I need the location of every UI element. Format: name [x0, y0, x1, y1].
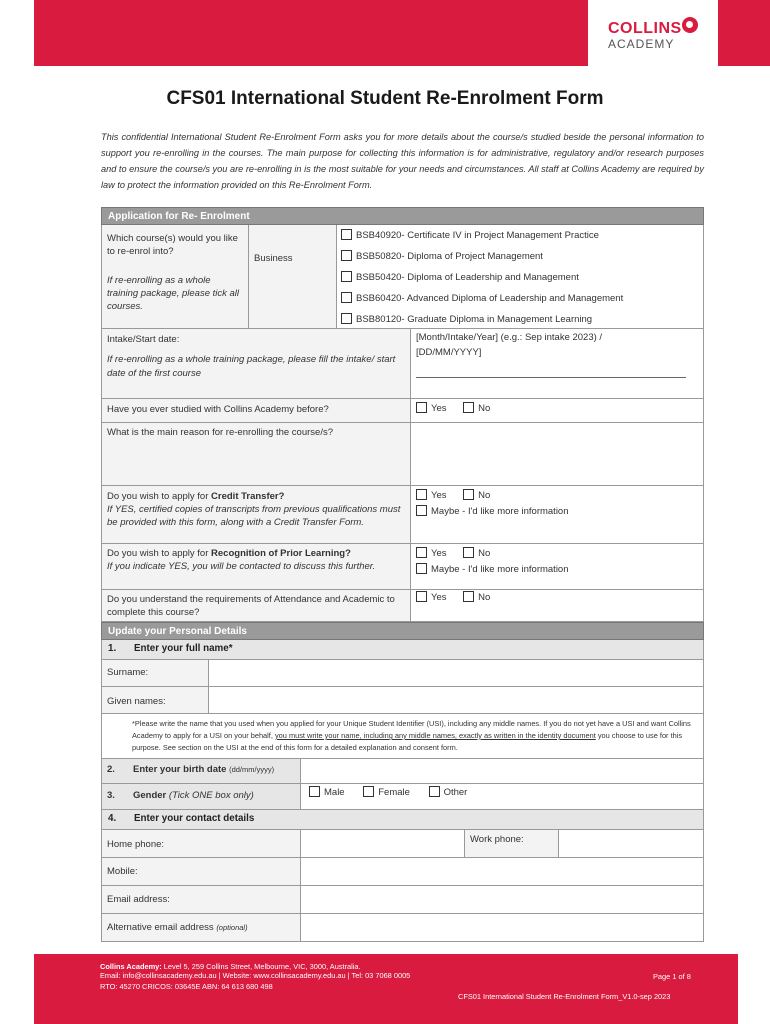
logo-collins: COLLINS — [608, 20, 682, 37]
course-options — [337, 225, 703, 328]
other-checkbox[interactable] — [429, 786, 440, 797]
course-label: BSB50420- Diploma of Leadership and Management — [356, 272, 579, 283]
usi-note-part2: you choose to use for this purpose. See section on the USI at the end of this form for a detailed explanation and consent form. — [132, 731, 683, 752]
rpl-q-pre: Do you wish to apply for — [107, 548, 212, 559]
maybe-label: Maybe - I'd like more information — [431, 506, 569, 517]
no-checkbox[interactable] — [463, 402, 474, 413]
maybe-label: Maybe - I'd like more information — [431, 564, 569, 575]
mobile-input[interactable] — [301, 858, 703, 885]
rpl-options — [411, 544, 703, 589]
course-option[interactable] — [341, 288, 698, 309]
course-option[interactable] — [341, 246, 698, 267]
credit-transfer-note: If YES, certified copies of transcripts from previous qualifications must be provided with this form, along with a Credit Transfer Form. — [107, 504, 401, 528]
course-option[interactable] — [341, 309, 698, 330]
attendance-options — [411, 590, 703, 621]
attendance-question: Do you understand the requirements of Attendance and Academic to complete this course? — [102, 590, 411, 621]
alt-email-row — [101, 914, 704, 942]
intake-label: Intake/Start date: — [107, 334, 180, 345]
credit-q-pre: Do you wish to apply for — [107, 491, 212, 502]
studied-before-options — [411, 399, 703, 422]
full-name-heading — [101, 640, 704, 660]
courses-question: Which course(s) would you like to re-enrol into? — [107, 233, 238, 257]
logo — [588, 0, 718, 66]
contact-details-heading — [101, 810, 704, 830]
surname-label: Surname: — [102, 660, 209, 686]
intake-note: If re-enrolling as a whole training package, please fill the intake/ start date of the first course — [107, 354, 396, 379]
birth-date-row — [101, 759, 704, 784]
female-checkbox[interactable] — [363, 786, 374, 797]
section-number: 1. — [108, 643, 117, 654]
page-number: Page 1 of 8 — [653, 972, 691, 981]
no-checkbox[interactable] — [463, 591, 474, 602]
no-label: No — [478, 548, 491, 559]
main-reason-answer[interactable] — [411, 423, 703, 485]
gender-hint: (Tick ONE box only) — [168, 790, 254, 801]
usi-note-part1: *Please write the name that you used when you applied for your Unique Student Identifier (USI), including any middle names. If you do not yet have a USI and want Collins Academy to apply for a USI on your behalf, — [132, 719, 691, 740]
intake-row — [101, 329, 704, 399]
checkbox[interactable] — [341, 250, 352, 261]
yes-label: Yes — [431, 592, 447, 603]
rpl-question-cell — [102, 544, 411, 589]
usi-note — [101, 714, 704, 759]
surname-row — [101, 660, 704, 687]
rpl-row — [101, 544, 704, 590]
male-label: Male — [324, 787, 345, 798]
birth-date-label — [102, 759, 301, 783]
gender-label — [102, 784, 301, 809]
checkbox[interactable] — [341, 229, 352, 240]
rpl-note: If you indicate YES, you will be contacted to discuss this further. — [107, 561, 376, 572]
alt-email-label — [102, 914, 301, 941]
checkbox[interactable] — [341, 292, 352, 303]
maybe-checkbox[interactable] — [416, 505, 427, 516]
home-phone-label: Home phone: — [102, 830, 301, 857]
intake-question-cell — [102, 329, 411, 398]
footer-address — [100, 962, 361, 971]
main-reason-row — [101, 423, 704, 486]
section-heading-personal: Update your Personal Details — [101, 622, 704, 640]
mobile-label: Mobile: — [102, 858, 301, 885]
yes-checkbox[interactable] — [416, 402, 427, 413]
alt-email-text: Alternative email address — [107, 922, 214, 933]
course-label: BSB50820- Diploma of Project Management — [356, 251, 543, 262]
footer-address-text: Level 5, 259 Collins Street, Melbourne, VIC, 3000, Australia. — [161, 962, 361, 971]
yes-checkbox[interactable] — [416, 489, 427, 500]
footer-rto: RTO: 45270 CRICOS: 03645E ABN: 64 613 680 498 — [100, 982, 273, 991]
rpl-q-bold: Recognition of Prior Learning? — [211, 548, 351, 559]
alt-email-input[interactable] — [301, 914, 703, 941]
given-names-label: Given names: — [102, 687, 209, 713]
credit-transfer-question — [107, 490, 405, 503]
course-label: BSB60420- Advanced Diploma of Leadership and Management — [356, 293, 624, 304]
logo-academy: ACADEMY — [608, 37, 675, 51]
usi-note-underlined: you must write your name, including any middle names, exactly as written in the identity document — [274, 731, 596, 740]
yes-label: Yes — [431, 548, 447, 559]
no-label: No — [478, 592, 491, 603]
studied-before-question: Have you ever studied with Collins Academy before? — [102, 399, 411, 422]
section-title: Enter your full name* — [134, 643, 233, 654]
gender-row — [101, 784, 704, 810]
email-input[interactable] — [301, 886, 703, 913]
section-title: Enter your birth date — [133, 764, 227, 775]
courses-row — [101, 225, 704, 329]
email-row — [101, 886, 704, 914]
no-checkbox[interactable] — [463, 489, 474, 500]
checkbox[interactable] — [341, 313, 352, 324]
no-label: No — [478, 490, 491, 501]
credit-q-bold: Credit Transfer? — [211, 491, 285, 502]
intake-format-2: [DD/MM/YYYY] — [416, 347, 482, 358]
courses-note: If re-enrolling as a whole training package, please tick all courses. — [107, 275, 240, 312]
logo-mark-icon — [682, 17, 698, 33]
intro-text: This confidential International Student Re-Enrolment Form asks you for more details about the course/s studied beside the personal information to support you re-enrolling in the courses. The main purpose for collecting this information is for administrative, regulatory and/or research purposes and to ensure the course/s you are re-enrolling in is the most suitable for your needs and circumstances. All staff at Collins Academy are required by law to protect the information provided on this Re-Enrolment Form. — [101, 132, 704, 190]
rpl-question — [107, 547, 405, 560]
yes-checkbox[interactable] — [416, 591, 427, 602]
given-names-row — [101, 687, 704, 714]
course-option[interactable] — [341, 225, 698, 246]
intake-format-1: [Month/Intake/Year] (e.g.: Sep intake 2023) / — [416, 332, 603, 343]
footer-contact: Email: info@collinsacademy.edu.au | Website: www.collinsacademy.edu.au | Tel: 03 7068 0005 — [100, 971, 411, 980]
faculty-label: Business — [249, 225, 337, 328]
attendance-row — [101, 590, 704, 622]
work-phone-label: Work phone: — [465, 830, 559, 857]
no-label: No — [478, 403, 491, 414]
phone-row — [101, 830, 704, 858]
section-number: 2. — [107, 764, 115, 775]
re-enrolment-form — [101, 207, 704, 942]
checkbox[interactable] — [341, 271, 352, 282]
given-names-input[interactable] — [209, 687, 703, 713]
page-title: CFS01 International Student Re-Enrolment Form — [166, 88, 604, 109]
work-phone-input[interactable] — [559, 830, 703, 857]
section-number: 4. — [108, 813, 117, 824]
course-label: BSB40920- Certificate IV in Project Management Practice — [356, 230, 599, 241]
credit-transfer-options — [411, 486, 703, 543]
section-heading-application: Application for Re- Enrolment — [101, 207, 704, 225]
courses-question-cell — [102, 225, 249, 328]
surname-input[interactable] — [209, 660, 703, 686]
section-title: Enter your contact details — [134, 813, 255, 824]
course-option[interactable] — [341, 267, 698, 288]
home-phone-input[interactable] — [301, 830, 465, 857]
section-title: Gender — [133, 790, 167, 801]
footer — [34, 954, 738, 1024]
yes-label: Yes — [431, 403, 447, 414]
main-reason-question: What is the main reason for re-enrolling the course/s? — [102, 423, 411, 485]
yes-checkbox[interactable] — [416, 547, 427, 558]
intake-answer-cell — [411, 329, 703, 398]
other-label: Other — [443, 787, 468, 798]
footer-org: Collins Academy: — [100, 962, 162, 971]
birth-date-hint: (dd/mm/yyyy) — [229, 765, 275, 774]
section-number: 3. — [107, 790, 115, 801]
female-label: Female — [378, 787, 410, 798]
alt-email-hint: (optional) — [216, 923, 248, 932]
no-checkbox[interactable] — [463, 547, 474, 558]
gender-options — [301, 784, 703, 809]
credit-transfer-question-cell — [102, 486, 411, 543]
birth-date-input[interactable] — [301, 759, 703, 783]
studied-before-row — [101, 399, 704, 423]
intake-input[interactable] — [416, 364, 686, 378]
maybe-checkbox[interactable] — [416, 563, 427, 574]
email-label: Email address: — [102, 886, 301, 913]
mobile-row — [101, 858, 704, 886]
course-label: BSB80120- Graduate Diploma in Management Learning — [356, 314, 593, 325]
form-version: CFS01 International Student Re-Enrolment Form_V1.0-sep 2023 — [458, 992, 671, 1001]
header-band — [34, 0, 770, 66]
yes-label: Yes — [431, 490, 447, 501]
credit-transfer-row — [101, 486, 704, 544]
male-checkbox[interactable] — [309, 786, 320, 797]
